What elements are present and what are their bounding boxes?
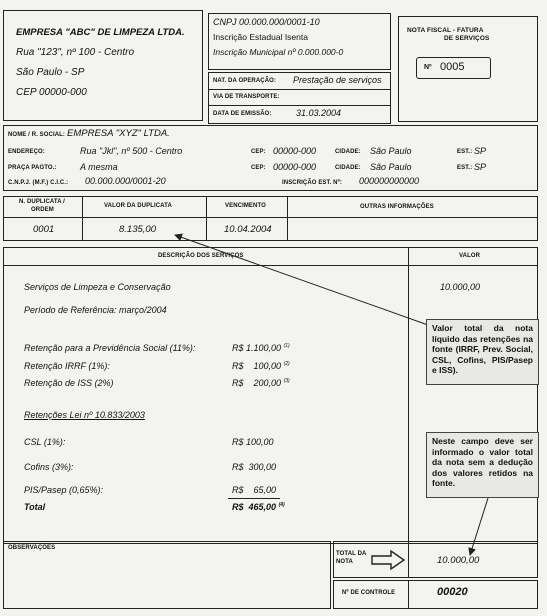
callout-net-value: Valor total da nota líquido das retenções na fonte (IRRF, Prev. Social, CSL, Cofins, PIS/Pasep e ISS). (426, 319, 539, 385)
city-label: CIDADE: (335, 149, 361, 155)
issuer-street: Rua "123", nº 100 - Centro (16, 47, 135, 58)
service-total-value: 10.000,00 (440, 282, 481, 292)
state2-value: SP (474, 162, 487, 172)
ret1-amount: R$ 1.100,00 (232, 343, 282, 353)
cep-label: CEP: (251, 149, 266, 155)
csl-label: CSL (1%): (24, 437, 66, 447)
nature-label: NAT. DA OPERAÇÃO: (213, 78, 277, 84)
dup-due: 10.04.2004 (224, 224, 272, 235)
address-label: ENDEREÇO: (8, 149, 45, 155)
dup-other-header: OUTRAS INFORMAÇÕES (360, 204, 434, 210)
ret2-amount: R$ 100,00 (232, 361, 282, 371)
customer-name: EMPRESA "XYZ" LTDA. (67, 128, 170, 139)
insc-value: 000000000000 (359, 176, 420, 186)
control-value: 00020 (437, 586, 468, 598)
control-label: Nº DE CONTROLE (342, 590, 396, 596)
emission-value: 31.03.2004 (296, 108, 342, 118)
cofins-label: Cofins (3%): (24, 462, 74, 472)
dup-value-header: VALOR DA DUPLICATA (104, 203, 172, 209)
total-note: (4) (278, 502, 285, 508)
ret2-note: (2) (283, 361, 290, 367)
services-value-header: VALOR (459, 253, 481, 259)
state-label: EST.: (457, 149, 473, 155)
payment-value: A mesma (80, 162, 118, 172)
payment-label: PRAÇA PAGTO.: (8, 165, 57, 171)
cep-value: 00000-000 (273, 146, 317, 156)
nature-value: Prestação de serviços (293, 75, 382, 85)
ret3-amount: R$ 200,00 (232, 378, 282, 388)
dup-number-header-2: ORDEM (31, 207, 54, 213)
dup-due-header: VENCIMENTO (225, 203, 266, 209)
law-title: Retenções Lei nº 10.833/2003 (24, 410, 145, 420)
dup-number-header-1: N. DUPLICATA / (19, 199, 65, 205)
city-value: São Paulo (370, 146, 412, 156)
customer-cnpj-label: C.N.P.J. (M.F.) C.I.C.: (8, 180, 69, 186)
issuer-city: São Paulo - SP (16, 67, 85, 78)
state-registration-text: Inscrição Estadual Isenta (213, 32, 308, 42)
ret3-label: Retenção de ISS (2%) (24, 378, 114, 388)
ret1-label: Retenção para a Previdência Social (11%): (24, 343, 196, 353)
service-line-1: Serviços de Limpeza e Conservação (24, 282, 171, 292)
cnpj-text: CNPJ 00.000.000/0001-10 (213, 17, 320, 27)
invoice-number-label: Nº (424, 64, 432, 71)
dup-value: 8.135,00 (119, 224, 156, 235)
observations-label: OBSERVAÇÕES (8, 545, 56, 551)
footer-total-value: 10.000,00 (437, 555, 480, 566)
total-ret-amount: R$ 465,00 (232, 502, 277, 512)
arrow-to-total (470, 498, 488, 555)
invoice-title-2: DE SERVIÇOS (444, 35, 490, 42)
csl-value: R$ 100,00 (232, 437, 274, 447)
cep2-label: CEP: (251, 165, 266, 171)
ret2-label: Retenção IRRF (1%): (24, 361, 110, 371)
insc-label: INSCRIÇÃO EST. Nº: (282, 180, 342, 186)
ret1-note: (1) (283, 343, 290, 349)
total-label: Total (24, 502, 46, 512)
services-desc-header: DESCRIÇÃO DOS SERVIÇOS (158, 253, 244, 259)
customer-cnpj-value: 00.000.000/0001-20 (85, 176, 166, 186)
address-value: Rua "Jkl", nº 500 - Centro (80, 146, 183, 156)
state-value: SP (474, 146, 487, 156)
issuer-cep: CEP 00000-000 (16, 87, 87, 98)
customer-name-label: NOME / R. SOCIAL: (8, 132, 66, 138)
total-label-2: NOTA (336, 559, 353, 565)
pis-value: R$ 65,00 (232, 485, 277, 495)
issuer-name: EMPRESA "ABC" DE LIMPEZA LTDA. (16, 27, 185, 38)
city2-value: São Paulo (370, 162, 412, 172)
cep2-value: 00000-000 (273, 162, 317, 172)
total-label-1: TOTAL DA (336, 551, 367, 557)
callout-gross-value: Neste campo deve ser informado o valor total da nota sem a dedução dos valores retidos na fonte. (426, 432, 539, 498)
pis-label: PIS/Pasep (0,65%): (24, 485, 104, 495)
ret3-note: (3) (283, 378, 290, 384)
emission-label: DATA DE EMISSÃO: (213, 111, 272, 117)
invoice-number: 0005 (440, 61, 465, 73)
city2-label: CIDADE: (335, 165, 361, 171)
dup-number: 0001 (33, 224, 55, 235)
service-line-2: Período de Referência: março/2004 (24, 305, 167, 315)
cofins-value: R$ 300,00 (232, 462, 277, 472)
transport-label: VIA DE TRANSPORTE: (213, 94, 280, 100)
state2-label: EST.: (457, 165, 473, 171)
arrow-to-duplicate-value (175, 235, 428, 325)
invoice-title-1: NOTA FISCAL - FATURA (407, 27, 484, 34)
municipal-registration-text: Inscrição Municipal nº 0.000.000-0 (213, 47, 344, 57)
